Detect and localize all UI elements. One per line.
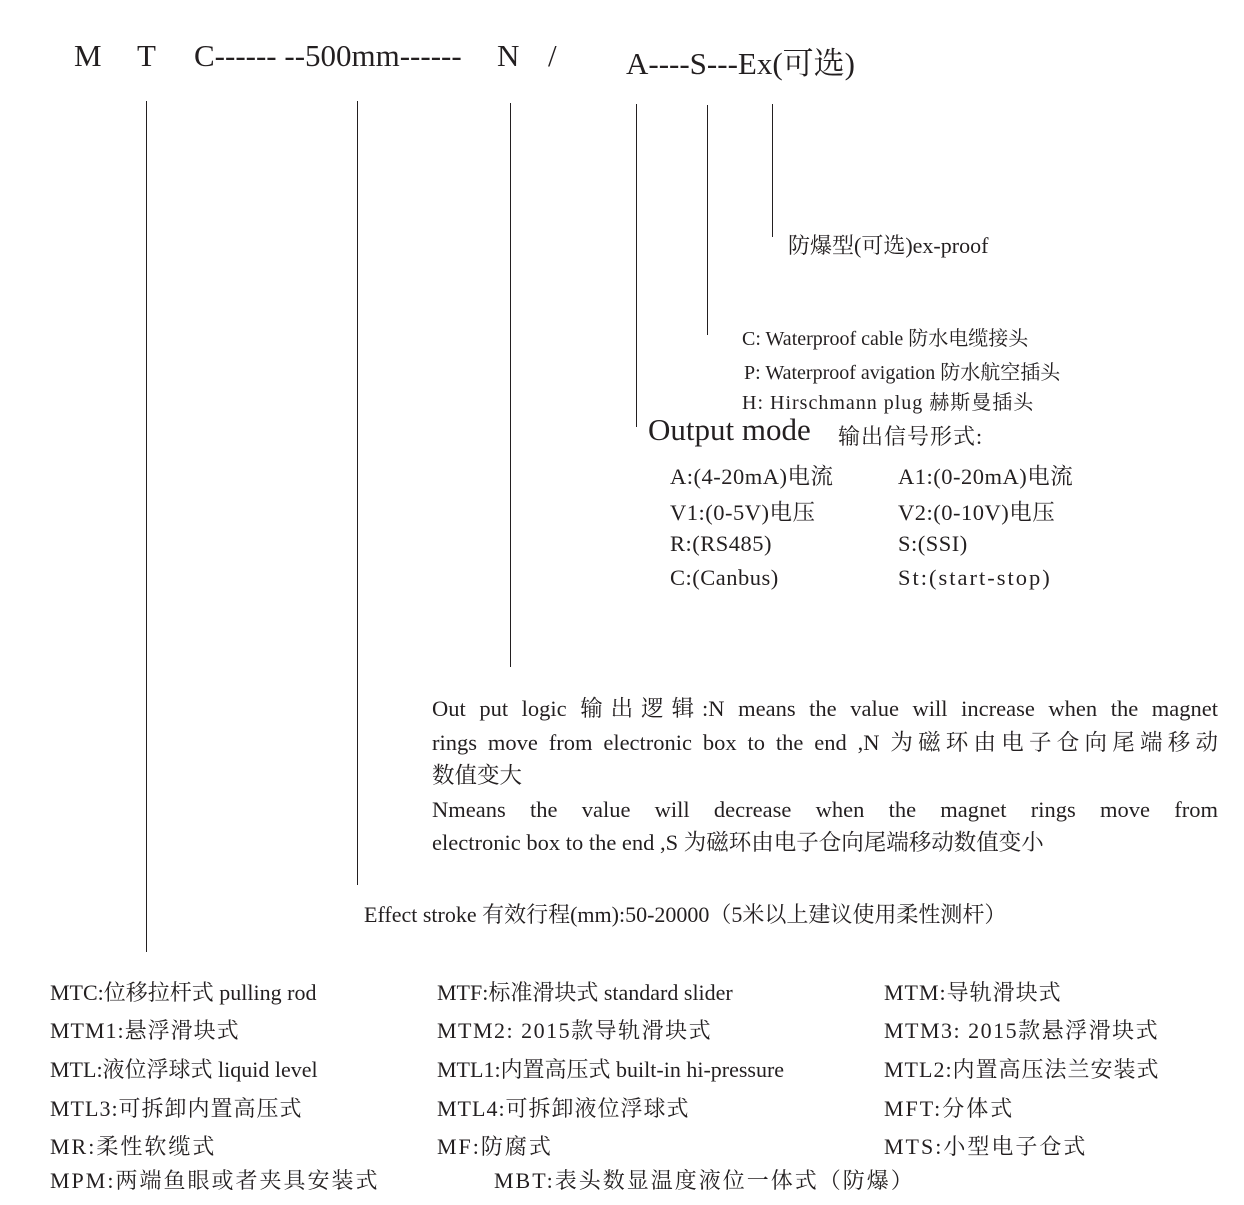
model-type-mtl2: MTL2:内置高压法兰安装式 [884, 1057, 1160, 1082]
model-type-mf: MF:防腐式 [437, 1134, 553, 1159]
model-type-mtl: MTL:液位浮球式 liquid level [50, 1057, 318, 1082]
connector-option-h: H: Hirschmann plug 赫斯曼插头 [742, 392, 1035, 414]
model-type-mr: MR:柔性软缆式 [50, 1134, 217, 1159]
effect-stroke-label: Effect stroke 有效行程(mm):50-20000（5米以上建议使用柔性测杆） [364, 902, 1007, 927]
code-segment-logic: N [497, 38, 520, 73]
code-segment-type-stroke: C------ --500mm------ [194, 38, 462, 73]
output-option-r: R:(RS485) [670, 531, 773, 556]
leader-line-effect-stroke [357, 101, 358, 885]
connector-option-c: C: Waterproof cable 防水电缆接头 [742, 328, 1029, 350]
leader-line-connector [707, 105, 708, 335]
model-type-mpm: MPM:两端鱼眼或者夹具安装式 [50, 1168, 380, 1193]
code-segment-output-connector-ex: A----S---Ex(可选) [626, 46, 855, 81]
leader-line-ex-proof [772, 104, 773, 237]
output-logic-line-5: electronic box to the end ,S 为磁环由电子仓向尾端移动数值变小 [432, 830, 1044, 855]
output-option-st: St:(start-stop) [898, 565, 1052, 590]
model-type-mts: MTS:小型电子仓式 [884, 1134, 1088, 1159]
model-type-mtm2: MTM2: 2015款导轨滑块式 [437, 1018, 713, 1043]
leader-line-output-mode [636, 104, 637, 427]
model-type-mft: MFT:分体式 [884, 1096, 1015, 1121]
output-option-a1: A1:(0-20mA)电流 [898, 464, 1074, 489]
model-type-mtf: MTF:标准滑块式 standard slider [437, 980, 733, 1005]
model-type-mtm3: MTM3: 2015款悬浮滑块式 [884, 1018, 1160, 1043]
output-option-v2: V2:(0-10V)电压 [898, 500, 1056, 525]
code-segment-series-t: T [137, 38, 156, 73]
model-type-mtl1: MTL1:内置高压式 built-in hi-pressure [437, 1057, 785, 1082]
model-type-mtm: MTM:导轨滑块式 [884, 980, 1062, 1005]
output-logic-line-2: rings move from electronic box to the end ,N 为磁环由电子仓向尾端移动 [432, 729, 1218, 755]
model-type-mbt: MBT:表头数显温度液位一体式（防爆） [494, 1168, 915, 1193]
code-segment-series-m: M [74, 38, 102, 73]
model-type-mtl3: MTL3:可拆卸内置高压式 [50, 1096, 303, 1121]
model-type-mtc: MTC:位移拉杆式 pulling rod [50, 980, 317, 1005]
leader-line-output-logic [510, 103, 511, 667]
model-type-mtl4: MTL4:可拆卸液位浮球式 [437, 1096, 690, 1121]
output-logic-description [432, 692, 1218, 860]
output-mode-title-cn: 输出信号形式: [838, 424, 984, 449]
leader-line-model-type [146, 101, 147, 952]
output-option-v1: V1:(0-5V)电压 [670, 500, 816, 525]
output-option-s: S:(SSI) [898, 531, 968, 556]
code-segment-slash: / [548, 38, 557, 73]
output-logic-line-4: Nmeans the value will decrease when the magnet rings move from [432, 796, 1218, 822]
output-logic-line-1: Out put logic 输出逻辑:N means the value will increase when the magnet [432, 696, 1218, 721]
output-option-a: A:(4-20mA)电流 [670, 464, 834, 489]
ex-proof-label: 防爆型(可选)ex-proof [788, 233, 989, 258]
output-logic-line-3: 数值变大 [432, 763, 523, 788]
output-option-c: C:(Canbus) [670, 565, 779, 590]
connector-option-p: P: Waterproof avigation 防水航空插头 [744, 362, 1061, 384]
output-mode-title: Output mode [648, 412, 811, 447]
model-type-mtm1: MTM1:悬浮滑块式 [50, 1018, 240, 1043]
